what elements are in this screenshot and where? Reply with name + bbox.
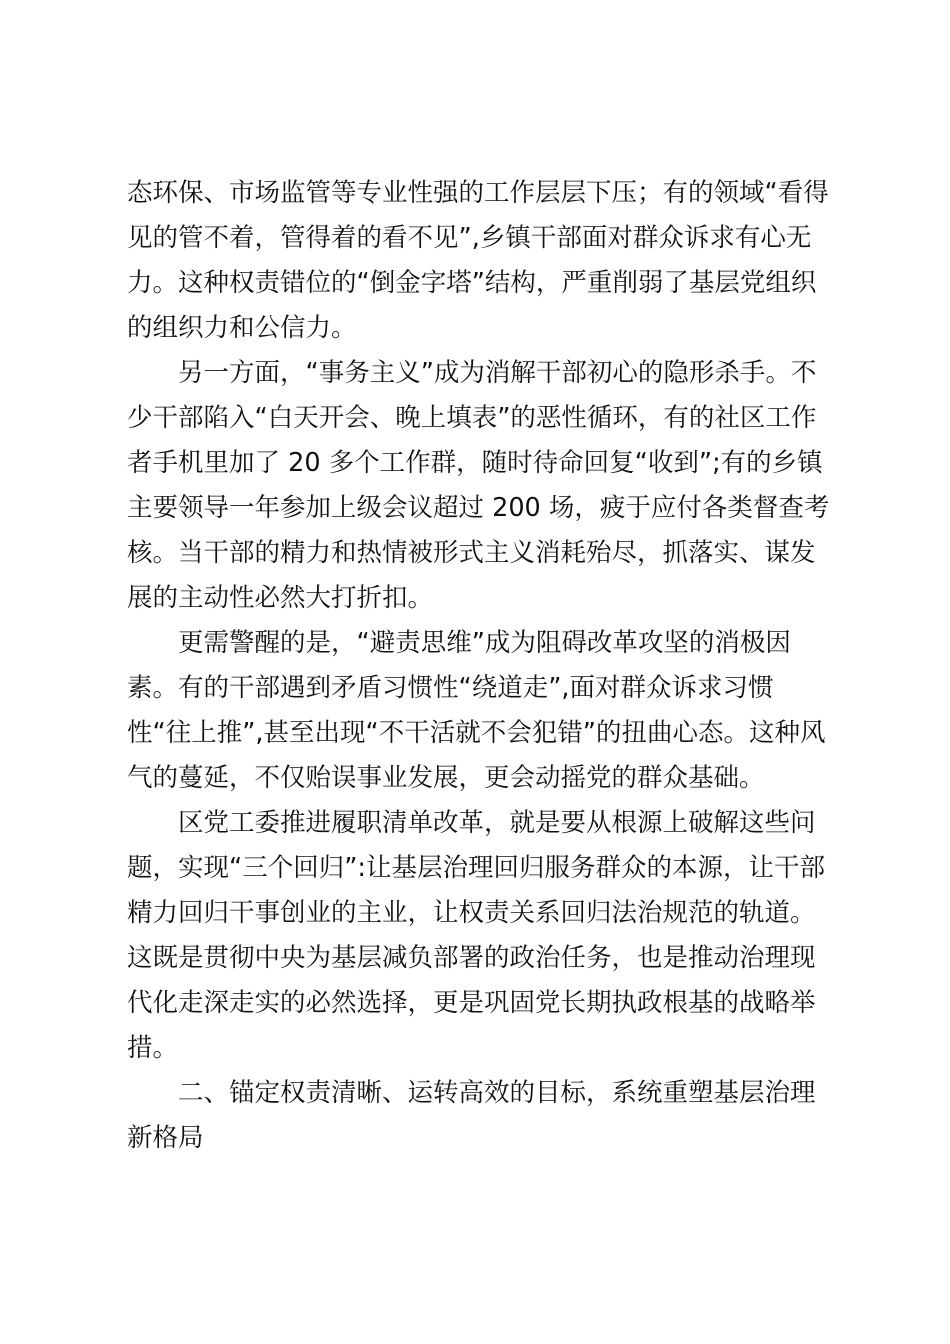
text-line: 性“往上推”,甚至出现“不干活就不会犯错”的扭曲心态。这种风 [127,718,826,748]
text-line: 态环保、市场监管等专业性强的工作层层下压；有的领域“看得 [127,178,829,208]
text-line: 气的蔓延，不仅贻误事业发展，更会动摇党的群众基础。 [127,763,765,793]
paragraph-first-line: 另一方面，“事务主义”成为消解干部初心的隐形杀手。不 [127,358,817,388]
text-line: 核。当干部的精力和热情被形式主义消耗殆尽，抓落实、谋发 [127,538,816,568]
text-line: 精力回归干事创业的主业，让权责关系回归法治规范的轨道。 [127,898,816,928]
text-line: 者手机里加了 20 多个工作群，随时待命回复“收到”;有的乡镇 [127,448,823,478]
text-line: 这既是贯彻中央为基层减负部署的政治任务，也是推动治理现 [127,943,816,973]
text-line: 素。有的干部遇到矛盾习惯性“绕道走”,面对群众诉求习惯 [127,673,774,703]
text-line: 见的管不着，管得着的看不见”,乡镇干部面对群众诉求有心无 [127,223,812,253]
text-line: 代化走深走实的必然选择，更是巩固党长期执政根基的战略举 [127,988,816,1018]
text-line: 力。这种权责错位的“倒金字塔”结构，严重削弱了基层党组织 [127,268,817,298]
paragraph-first-line: 更需警醒的是，“避责思维”成为阻碍改革攻坚的消极因 [127,628,791,658]
section-heading-line: 新格局 [127,1123,204,1153]
text-line: 题，实现“三个回归”:让基层治理回归服务群众的本源，让干部 [127,853,826,883]
text-line: 少干部陷入“白天开会、晚上填表”的恶性循环，有的社区工作 [127,403,817,433]
text-line: 展的主动性必然大打折扣。 [127,583,434,613]
text-line: 主要领导一年参加上级会议超过 200 场，疲于应付各类督查考 [127,493,830,523]
text-line: 的组织力和公信力。 [127,313,357,343]
document-body [127,171,832,1161]
text-line: 措。 [127,1033,179,1063]
section-heading-line: 二、锚定权责清晰、运转高效的目标，系统重塑基层治理 [127,1078,816,1108]
paragraph-first-line: 区党工委推进履职清单改革，就是要从根源上破解这些问 [127,808,816,838]
